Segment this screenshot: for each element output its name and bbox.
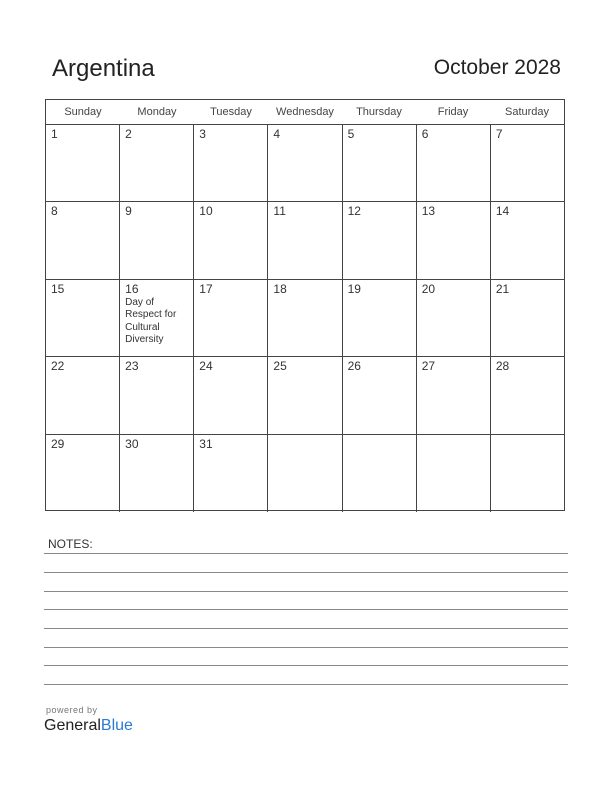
day-cell [491,202,564,278]
day-number: 10 [199,204,213,219]
day-cell [417,357,491,433]
day-number: 30 [125,436,139,451]
day-cell [417,280,491,356]
day-cell [491,125,564,201]
day-cell [46,125,120,201]
day-cell [120,280,194,356]
weekday-wednesday: Wednesday [276,106,334,118]
day-number: 26 [347,359,361,374]
day-cell [268,435,342,512]
day-number: 14 [495,204,510,219]
day-cell [343,202,417,278]
brand-general-text: General [44,717,101,734]
day-cell [120,435,194,512]
note-line [44,665,568,666]
note-line [44,647,568,648]
day-number: 1 [51,127,58,141]
brand-blue-text: Blue [100,717,133,734]
day-number: 8 [51,204,58,219]
weekday-monday: Monday [137,106,177,118]
week-row [46,280,564,357]
weekday-header-row [46,100,564,125]
day-number: 2 [125,127,132,141]
day-cell [343,357,417,433]
week-row [46,435,564,512]
day-cell [268,357,342,433]
note-line [44,628,568,629]
day-cell [120,125,194,201]
note-line [44,609,568,610]
note-line [44,572,568,573]
holiday-label: Day of Respect for Cultural Diversity [125,296,177,346]
weekday-friday: Friday [437,106,469,118]
day-cell [120,202,194,278]
day-cell [46,357,120,433]
weekday-thursday: Thursday [356,106,402,118]
day-cell [46,435,120,512]
day-number: 19 [347,281,361,296]
day-number: 17 [199,281,213,296]
day-number: 16 [125,281,139,296]
month-title: October 2028 [433,56,561,79]
day-number: 9 [125,204,132,219]
day-number: 4 [273,127,281,141]
weekday-saturday: Saturday [504,106,550,118]
day-cell [194,202,268,278]
note-line [44,591,568,592]
day-cell [343,435,417,512]
day-number: 27 [421,359,436,374]
week-row [46,357,564,434]
day-cell [491,435,564,512]
day-number: 24 [199,359,213,374]
day-number: 5 [347,127,355,141]
day-cell [194,435,268,512]
week-row [46,125,564,202]
country-title: Argentina [52,55,155,82]
day-number: 15 [51,281,65,296]
day-cell [194,280,268,356]
day-number: 21 [495,281,510,296]
day-number: 28 [495,359,510,374]
day-number: 7 [495,127,503,141]
day-cell [417,125,491,201]
calendar-grid [45,99,565,511]
notes-label: NOTES: [48,537,93,551]
day-cell [46,202,120,278]
day-cell [194,125,268,201]
day-number: 29 [51,436,65,451]
day-cell [417,435,491,512]
weekday-tuesday: Tuesday [210,106,252,118]
day-number: 20 [421,281,436,296]
day-number: 6 [421,127,429,141]
powered-by-text: powered by [46,705,98,715]
day-cell [343,125,417,201]
day-number: 3 [199,127,206,141]
day-cell [46,280,120,356]
weekday-sunday: Sunday [64,106,102,118]
day-number: 23 [125,359,139,374]
day-number: 11 [273,204,286,219]
day-number: 31 [199,436,213,451]
day-number: 22 [51,359,65,374]
day-cell [194,357,268,433]
day-cell [268,202,342,278]
week-row [46,202,564,279]
day-number: 18 [273,281,287,296]
day-cell [268,280,342,356]
day-cell [120,357,194,433]
note-line [44,684,568,685]
day-cell [417,202,491,278]
day-number: 12 [347,204,361,219]
brand-logo [44,717,133,735]
day-number: 25 [273,359,287,374]
day-cell [343,280,417,356]
day-number: 13 [421,204,436,219]
day-cell [491,357,564,433]
day-cell [491,280,564,356]
day-cell [268,125,342,201]
note-line [44,553,568,554]
